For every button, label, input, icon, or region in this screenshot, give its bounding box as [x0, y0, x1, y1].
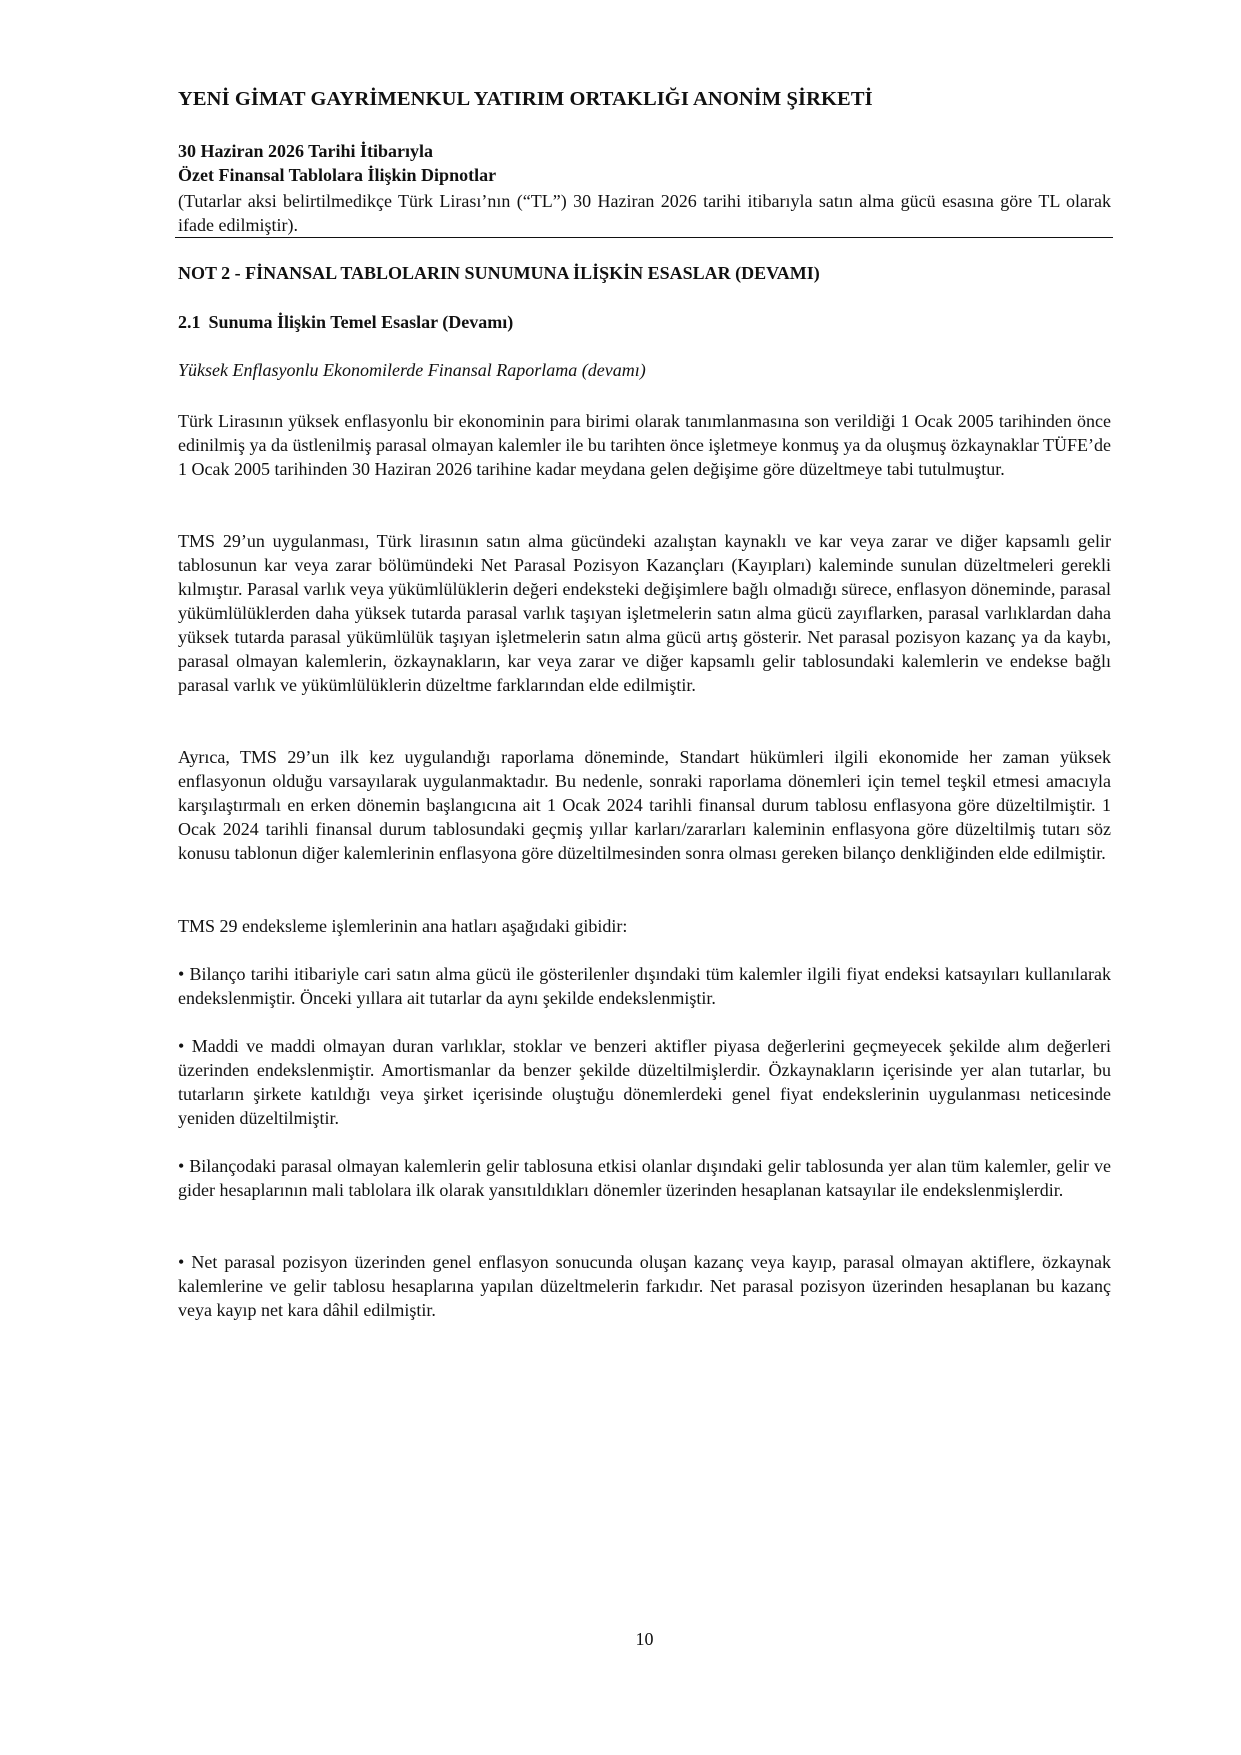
header-divider — [175, 237, 1113, 238]
bullet-item: • Maddi ve maddi olmayan duran varlıklar, stoklar ve benzeri aktifler piyasa değerlerini geçmeyecek şekilde alım değerleri üzerinden endekslenmiştir. Amortismanlar da benzer şekilde düzeltilmişlerdir. Özkaynakların içerisinde yer alan tutarlar, bu tutarların şirkete katıldığı veya şirket içerisinde oluştuğu dönemlerdeki genel fiyat endekslerinin uygulanması neticesinde yeniden düzeltilmiştir. — [178, 1036, 1111, 1128]
section-heading — [178, 312, 513, 333]
subsection-title: Yüksek Enflasyonlu Ekonomilerde Finansal Raporlama (devamı) — [178, 360, 646, 380]
report-subtitle: Özet Finansal Tablolara İlişkin Dipnotlar — [178, 165, 497, 185]
bullet-item: • Bilançodaki parasal olmayan kalemlerin gelir tablosuna etkisi olanlar dışındaki gelir tablosunda yer alan tüm kalemler, gelir ve gider hesaplarının mali tablolara ilk olarak yansıtıldıkları dönemler üzerinden hesaplanan katsayılar ile endekslenmişlerdir. — [178, 1156, 1111, 1200]
company-name: YENİ GİMAT GAYRİMENKUL YATIRIM ORTAKLIĞI ANONİM ŞİRKETİ — [178, 88, 873, 110]
section-title: Sunuma İlişkin Temel Esaslar (Devamı) — [208, 312, 514, 332]
report-date: 30 Haziran 2026 Tarihi İtibarıyla — [178, 141, 434, 161]
note-title: NOT 2 - FİNANSAL TABLOLARIN SUNUMUNA İLİŞKİN ESASLAR (DEVAMI) — [178, 263, 820, 283]
bullet-item: • Bilanço tarihi itibariyle cari satın alma gücü ile gösterilenler dışındaki tüm kalemler ilgili fiyat endeksi katsayıları kullanılarak endekslenmiştir. Önceki yıllara ait tutarlar da aynı şekilde endekslenmiştir. — [178, 964, 1111, 1008]
currency-note: (Tutarlar aksi belirtilmedikçe Türk Lirası’nın (“TL”) 30 Haziran 2026 tarihi itibarıyla satın alma gücü esasına göre TL olarak ifade edilmiştir). — [178, 191, 1111, 235]
section-number: 2.1 — [178, 312, 201, 332]
paragraph: TMS 29’un uygulanması, Türk lirasının satın alma gücündeki azalıştan kaynaklı ve kar veya zarar ve diğer kapsamlı gelir tablosunun kar veya zarar bölümündeki Net Parasal Pozisyon Kazançları (Kayıpları) kaleminde sunulan düzeltmeleri gerekli kılmıştır. Parasal varlık veya yükümlülüklerin değeri endeksteki değişimlere bağlı olmadığı sürece, enflasyon döneminde, parasal yükümlülüklerden daha yüksek tutarda parasal varlık taşıyan işletmelerin satın alma gücü zayıflarken, parasal varlıklardan daha yüksek tutarda parasal yükümlülük taşıyan işletmelerin satın alma gücü artış gösterir. Net parasal pozisyon kazanç ya da kaybı, parasal olmayan kalemlerin, özkaynakların, kar veya zarar ve diğer kapsamlı gelir tablosundaki kalemlerin ve endekse bağlı parasal varlık ve yükümlülüklerin düzeltme farklarından elde edilmiştir. — [178, 531, 1111, 695]
paragraph: Türk Lirasının yüksek enflasyonlu bir ekonominin para birimi olarak tanımlanmasına son verildiği 1 Ocak 2005 tarihinden önce edinilmiş ya da üstlenilmiş parasal olmayan kalemler ile bu tarihten önce işletmeye konmuş ya da oluşmuş özkaynaklar TÜFE’de 1 Ocak 2005 tarihinden 30 Haziran 2026 tarihine kadar meydana gelen değişime göre düzeltmeye tabi tutulmuştur. — [178, 411, 1111, 479]
paragraph: Ayrıca, TMS 29’un ilk kez uygulandığı raporlama döneminde, Standart hükümleri ilgili ekonomide her zaman yüksek enflasyonun olduğu varsayılarak uygulanmaktadır. Bu nedenle, sonraki raporlama dönemleri için temel teşkil etmesi amacıyla karşılaştırmalı en erken dönemin başlangıcına ait 1 Ocak 2024 tarihli finansal durum tablosu enflasyona göre düzeltilmiştir. 1 Ocak 2024 tarihli finansal durum tablosundaki geçmiş yıllar karları/zararları kaleminin enflasyona göre düzeltilmiş tutarı söz konusu tablonun diğer kalemlerinin enflasyona göre düzeltilmesinden sonra olması gereken bilanço denkliğinden elde edilmiştir. — [178, 747, 1111, 863]
paragraph: TMS 29 endeksleme işlemlerinin ana hatları aşağıdaki gibidir: — [178, 916, 628, 936]
bullet-item: • Net parasal pozisyon üzerinden genel enflasyon sonucunda oluşan kazanç veya kayıp, parasal olmayan aktiflere, özkaynak kalemlerine ve gelir tablosu hesaplarına yapılan düzeltmelerin farkıdır. Net parasal pozisyon üzerinden hesaplanan bu kazanç veya kayıp net kara dâhil edilmiştir. — [178, 1252, 1111, 1320]
page-number: 10 — [635, 1629, 654, 1649]
